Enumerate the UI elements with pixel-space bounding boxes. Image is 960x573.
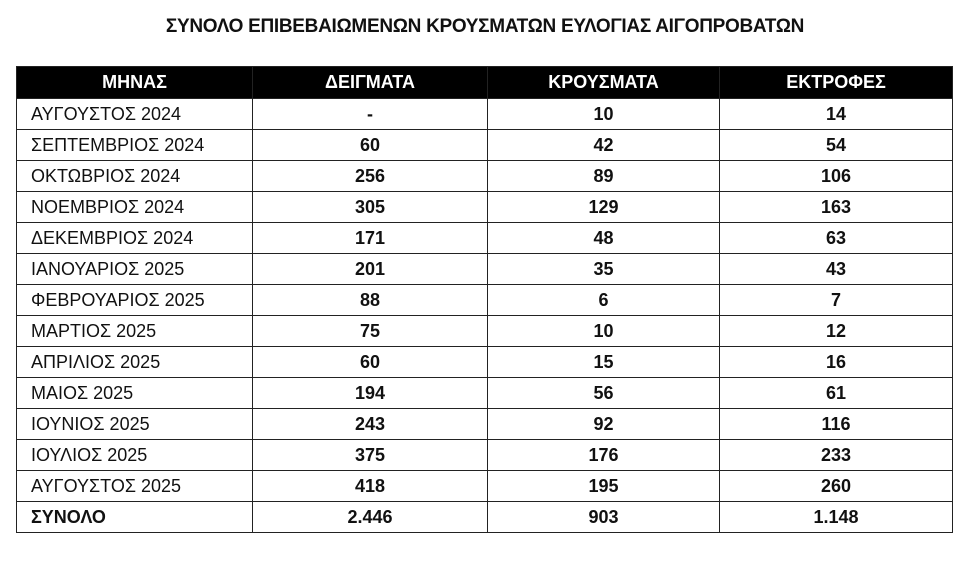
cases-cell: 10: [488, 99, 720, 130]
table-body: [17, 99, 953, 533]
cases-cell: 176: [488, 440, 720, 471]
samples-cell: 75: [253, 316, 488, 347]
month-cell: ΦΕΒΡΟΥΑΡΙΟΣ 2025: [17, 285, 253, 316]
total-samples-cell: 2.446: [253, 502, 488, 533]
total-row: [17, 502, 953, 533]
samples-cell: 171: [253, 223, 488, 254]
farms-cell: 106: [720, 161, 953, 192]
table-row: [17, 223, 953, 254]
month-cell: ΜΑΙΟΣ 2025: [17, 378, 253, 409]
farms-cell: 61: [720, 378, 953, 409]
cases-cell: 35: [488, 254, 720, 285]
table-row: [17, 285, 953, 316]
farms-cell: 14: [720, 99, 953, 130]
table-row: [17, 409, 953, 440]
month-cell: ΙΟΥΛΙΟΣ 2025: [17, 440, 253, 471]
samples-cell: 60: [253, 130, 488, 161]
month-cell: ΑΠΡΙΛΙΟΣ 2025: [17, 347, 253, 378]
table-row: [17, 471, 953, 502]
cases-cell: 42: [488, 130, 720, 161]
total-farms-cell: 1.148: [720, 502, 953, 533]
table-row: [17, 347, 953, 378]
header-farms: ΕΚΤΡΟΦΕΣ: [720, 67, 953, 99]
header-samples: ΔΕΙΓΜΑΤΑ: [253, 67, 488, 99]
samples-cell: 375: [253, 440, 488, 471]
farms-cell: 63: [720, 223, 953, 254]
table-header-row: [17, 67, 953, 99]
table-row: [17, 192, 953, 223]
cases-cell: 10: [488, 316, 720, 347]
cases-cell: 92: [488, 409, 720, 440]
month-cell: ΣΕΠΤΕΜΒΡΙΟΣ 2024: [17, 130, 253, 161]
cases-cell: 6: [488, 285, 720, 316]
farms-cell: 43: [720, 254, 953, 285]
month-cell: ΑΥΓΟΥΣΤΟΣ 2025: [17, 471, 253, 502]
cases-cell: 15: [488, 347, 720, 378]
table-row: [17, 161, 953, 192]
farms-cell: 54: [720, 130, 953, 161]
table-row: [17, 254, 953, 285]
cases-cell: 48: [488, 223, 720, 254]
total-month-cell: ΣΥΝΟΛΟ: [17, 502, 253, 533]
samples-cell: 243: [253, 409, 488, 440]
month-cell: ΜΑΡΤΙΟΣ 2025: [17, 316, 253, 347]
cases-cell: 56: [488, 378, 720, 409]
samples-cell: 194: [253, 378, 488, 409]
samples-cell: 305: [253, 192, 488, 223]
header-cases: ΚΡΟΥΣΜΑΤΑ: [488, 67, 720, 99]
month-cell: ΝΟΕΜΒΡΙΟΣ 2024: [17, 192, 253, 223]
farms-cell: 12: [720, 316, 953, 347]
month-cell: ΔΕΚΕΜΒΡΙΟΣ 2024: [17, 223, 253, 254]
header-month: ΜΗΝΑΣ: [17, 67, 253, 99]
samples-cell: 418: [253, 471, 488, 502]
cases-cell: 129: [488, 192, 720, 223]
total-cases-cell: 903: [488, 502, 720, 533]
month-cell: ΑΥΓΟΥΣΤΟΣ 2024: [17, 99, 253, 130]
month-cell: ΙΑΝΟΥΑΡΙΟΣ 2025: [17, 254, 253, 285]
cases-cell: 195: [488, 471, 720, 502]
table-row: [17, 316, 953, 347]
table-row: [17, 378, 953, 409]
table-row: [17, 130, 953, 161]
farms-cell: 233: [720, 440, 953, 471]
farms-cell: 16: [720, 347, 953, 378]
samples-cell: 60: [253, 347, 488, 378]
table-row: [17, 440, 953, 471]
samples-cell: 256: [253, 161, 488, 192]
document-title: ΣΥΝΟΛΟ ΕΠΙΒΕΒΑΙΩΜΕΝΩΝ ΚΡΟΥΣΜΑΤΩΝ ΕΥΛΟΓΙΑΣ ΑΙΓΟΠΡΟΒΑΤΩΝ: [165, 16, 805, 37]
samples-cell: 201: [253, 254, 488, 285]
samples-cell: -: [253, 99, 488, 130]
farms-cell: 7: [720, 285, 953, 316]
table-row: [17, 99, 953, 130]
samples-cell: 88: [253, 285, 488, 316]
cases-table: [16, 66, 953, 533]
farms-cell: 163: [720, 192, 953, 223]
farms-cell: 260: [720, 471, 953, 502]
cases-cell: 89: [488, 161, 720, 192]
month-cell: ΟΚΤΩΒΡΙΟΣ 2024: [17, 161, 253, 192]
month-cell: ΙΟΥΝΙΟΣ 2025: [17, 409, 253, 440]
farms-cell: 116: [720, 409, 953, 440]
